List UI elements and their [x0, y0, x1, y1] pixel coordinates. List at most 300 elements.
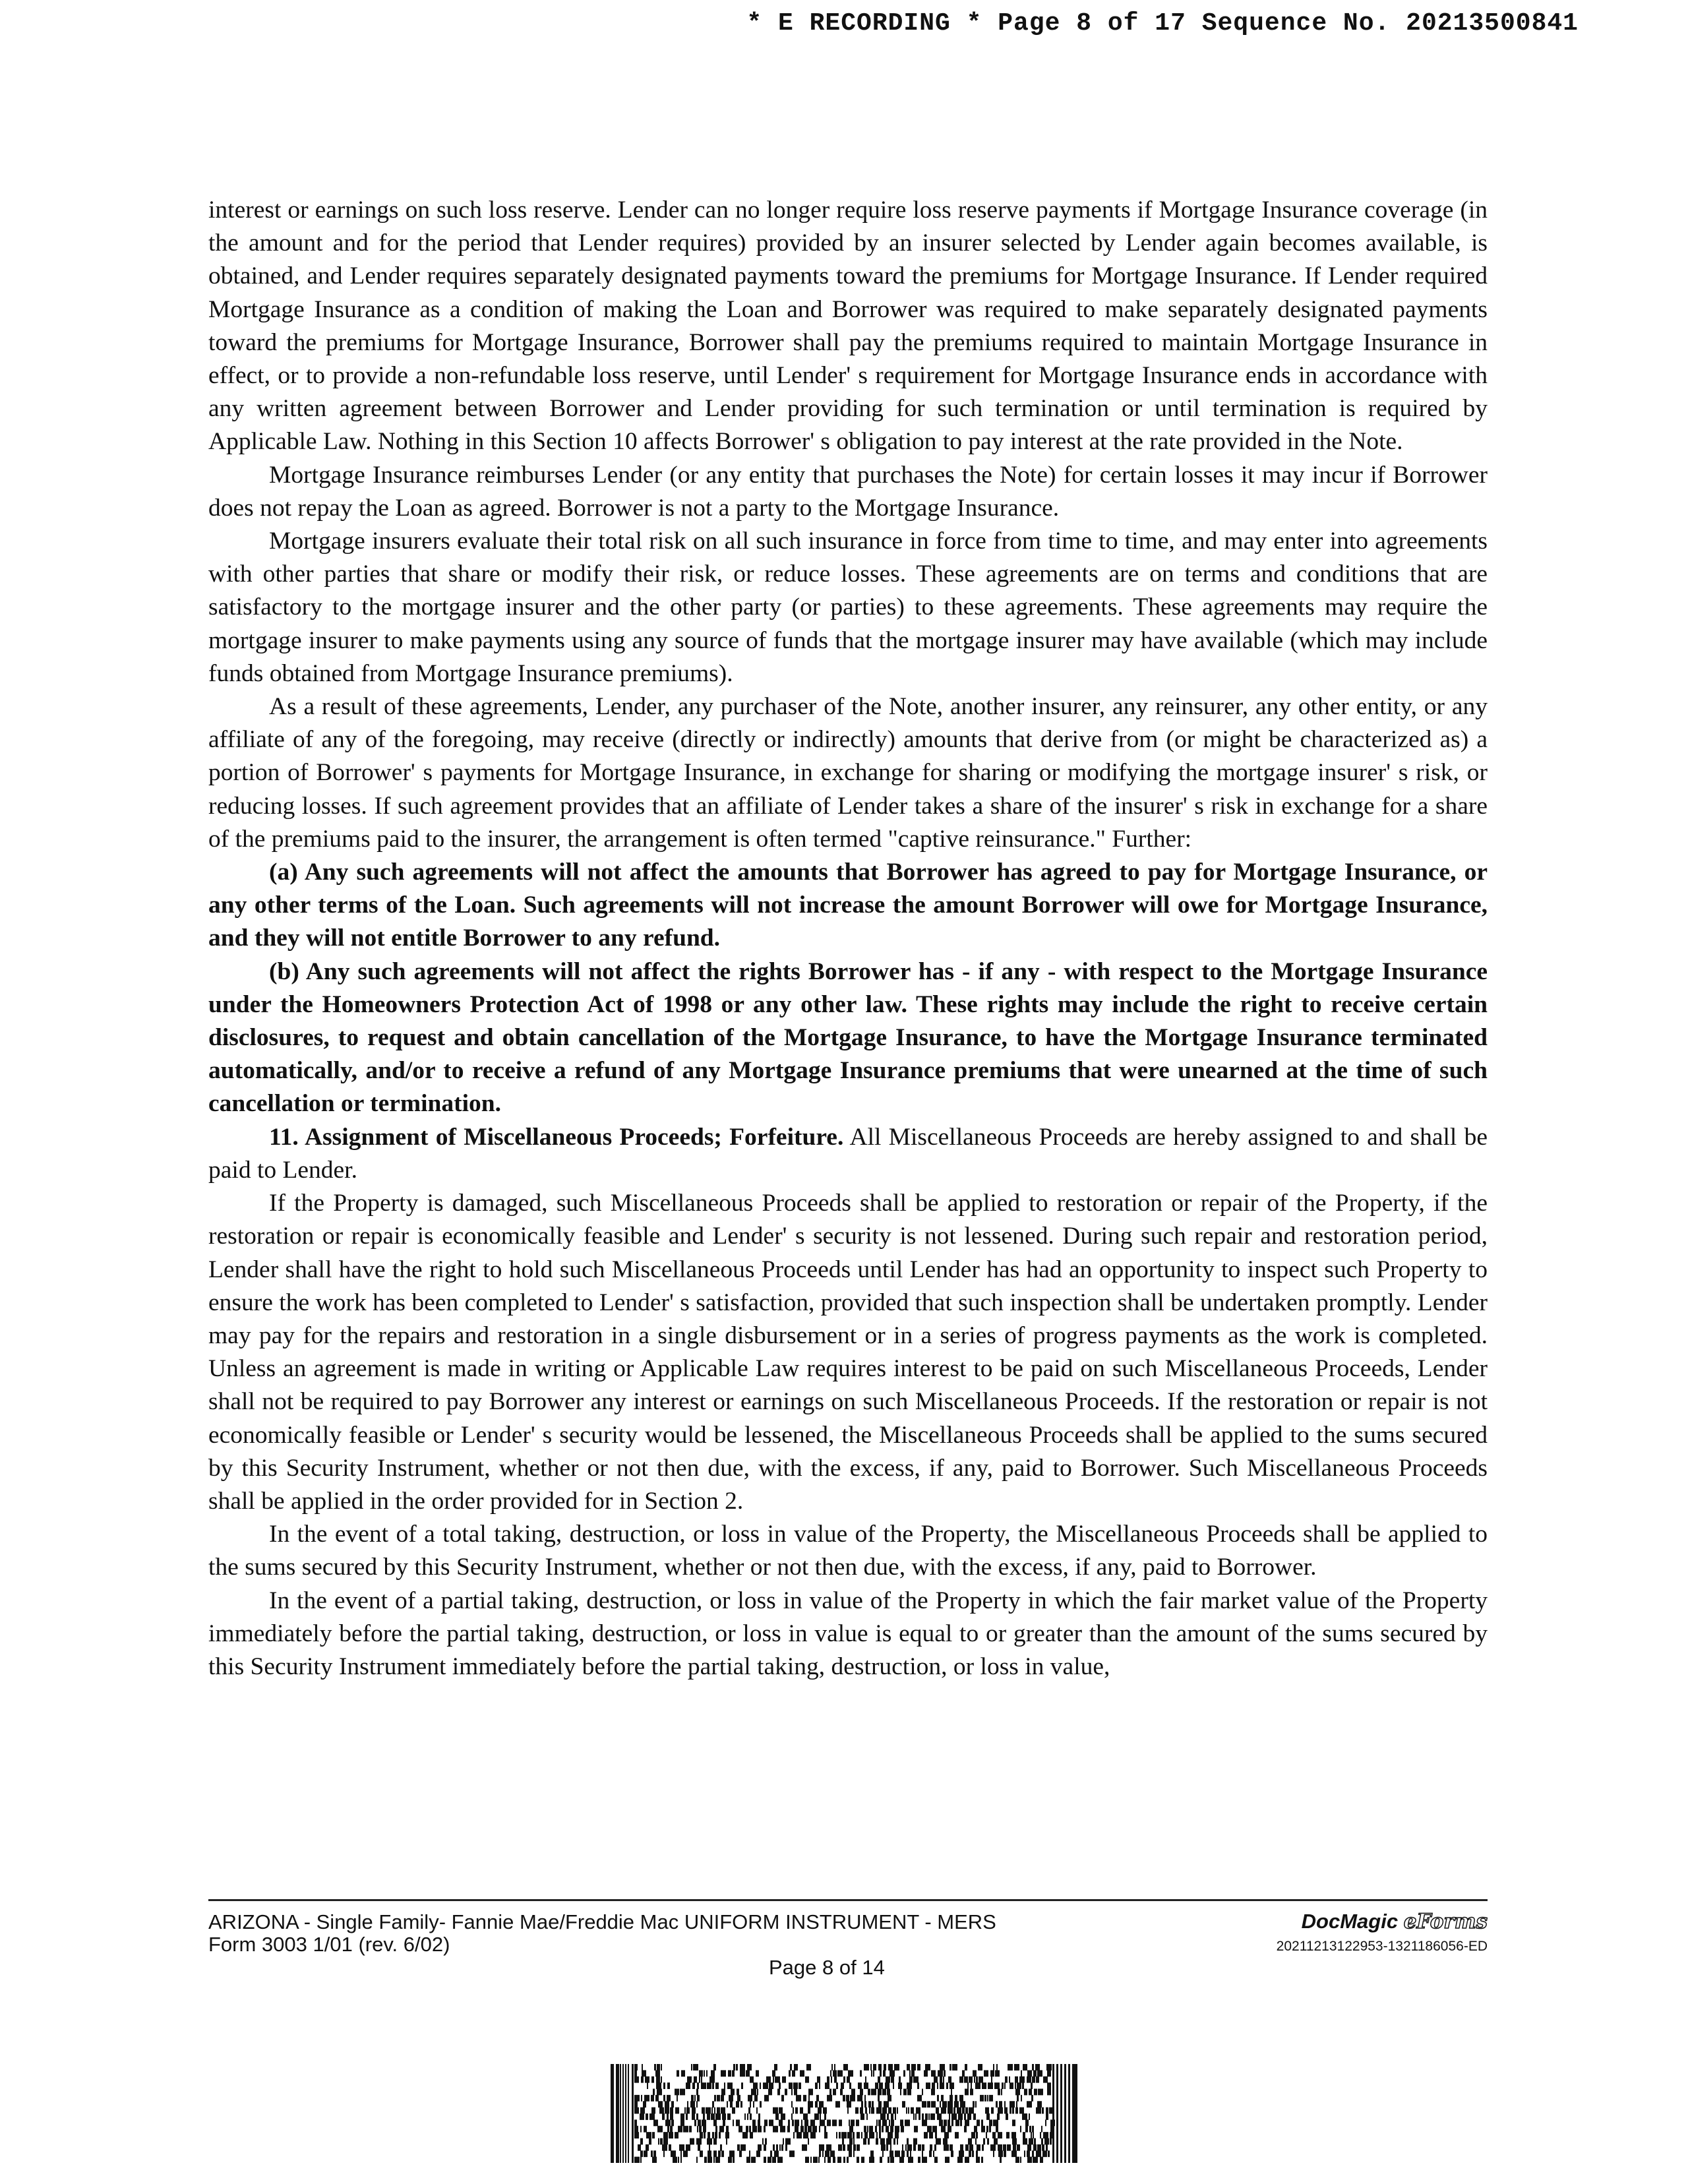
barcode-module — [1033, 2132, 1034, 2138]
barcode-module — [849, 2126, 853, 2133]
barcode-module — [1047, 2089, 1051, 2096]
barcode-module — [808, 2095, 810, 2102]
barcode-module — [925, 2064, 930, 2071]
barcode-module — [779, 2144, 781, 2151]
barcode-module — [907, 2144, 912, 2151]
barcode-module — [795, 2119, 799, 2126]
barcode-module — [737, 2144, 740, 2151]
barcode-module — [1032, 2126, 1034, 2133]
barcode-module — [911, 2064, 916, 2071]
barcode-module — [788, 2119, 790, 2126]
barcode-module — [907, 2082, 912, 2089]
barcode-module — [827, 2095, 832, 2102]
barcode-module — [805, 2077, 809, 2083]
barcode-module — [825, 2150, 829, 2157]
barcode-module — [655, 2070, 660, 2077]
barcode-module — [694, 2119, 696, 2126]
barcode-module — [992, 2132, 996, 2138]
barcode-module — [634, 2095, 640, 2102]
barcode-module — [704, 2070, 705, 2077]
barcode-module — [899, 2077, 901, 2083]
barcode-module — [773, 2077, 774, 2083]
barcode-module — [909, 2070, 911, 2077]
barcode-module — [891, 2119, 894, 2126]
barcode-module — [960, 2119, 962, 2126]
barcode-module — [881, 2144, 886, 2151]
barcode-module — [839, 2132, 841, 2138]
barcode-module — [804, 2119, 808, 2126]
barcode-module — [827, 2119, 831, 2126]
barcode-module — [860, 2070, 862, 2077]
barcode-module — [1037, 2101, 1042, 2108]
barcode-module — [813, 2157, 818, 2163]
barcode-module — [779, 2108, 783, 2114]
barcode-module — [884, 2064, 886, 2071]
barcode-module — [819, 2101, 824, 2108]
barcode-module — [733, 2064, 735, 2071]
barcode-module — [801, 2119, 802, 2126]
barcode-module — [939, 2119, 943, 2126]
barcode-module — [824, 2113, 826, 2120]
barcode-module — [697, 2082, 699, 2089]
barcode-module — [849, 2138, 853, 2145]
barcode-module — [777, 2157, 783, 2163]
barcode-module — [692, 2082, 695, 2089]
barcode-module — [768, 2157, 771, 2163]
barcode-module — [944, 2132, 949, 2138]
barcode-module — [907, 2138, 909, 2145]
barcode-module — [1033, 2157, 1038, 2163]
barcode-module — [785, 2138, 791, 2145]
barcode-module — [763, 2082, 768, 2089]
barcode-module — [819, 2144, 824, 2151]
barcode-module — [981, 2119, 983, 2126]
barcode-module — [895, 2126, 899, 2133]
barcode-module — [849, 2150, 852, 2157]
barcode-module — [692, 2108, 696, 2114]
barcode-module — [803, 2095, 806, 2102]
barcode-module — [903, 2070, 905, 2077]
barcode-module — [795, 2108, 798, 2114]
barcode-module — [942, 2101, 947, 2108]
barcode-module — [634, 2064, 638, 2071]
barcode-module — [696, 2138, 702, 2145]
barcode-module — [915, 2113, 917, 2120]
barcode-module — [876, 2108, 882, 2114]
barcode-module — [965, 2144, 969, 2151]
barcode-module — [752, 2126, 757, 2133]
barcode-module — [679, 2144, 684, 2151]
barcode-module — [1015, 2077, 1018, 2083]
barcode-module — [900, 2089, 901, 2096]
barcode-module — [815, 2101, 818, 2108]
barcode-module — [1023, 2064, 1027, 2071]
barcode-module — [857, 2157, 859, 2163]
barcode-module — [888, 2157, 889, 2163]
barcode-module — [751, 2089, 756, 2096]
barcode-module — [720, 2144, 722, 2151]
barcode-module — [793, 2132, 795, 2138]
barcode-module — [709, 2077, 715, 2083]
barcode-module — [711, 2070, 715, 2077]
barcode-module — [751, 2157, 756, 2163]
barcode-module — [793, 2082, 798, 2089]
barcode-module — [1017, 2095, 1019, 2102]
barcode-module — [839, 2119, 842, 2126]
barcode-module — [976, 2132, 978, 2138]
barcode-module — [841, 2082, 844, 2089]
barcode-module — [753, 2101, 754, 2108]
barcode-module — [878, 2095, 880, 2102]
barcode-module — [764, 2126, 766, 2133]
barcode-module — [760, 2101, 762, 2108]
barcode-module — [834, 2077, 837, 2083]
barcode-module — [658, 2101, 663, 2108]
barcode-module — [663, 2150, 665, 2157]
barcode-module — [965, 2119, 969, 2126]
barcode-module — [656, 2077, 660, 2083]
barcode-module — [941, 2108, 946, 2114]
barcode-module — [712, 2082, 714, 2089]
footer-form-title: ARIZONA - Single Family- Fannie Mae/Freddie Mac UNIFORM INSTRUMENT - MERS — [208, 1910, 996, 1933]
barcode-module — [1040, 2132, 1041, 2138]
barcode-module — [922, 2157, 927, 2163]
barcode-module — [1027, 2101, 1032, 2108]
paragraph-agreements: As a result of these agreements, Lender, any purchaser of the Note, another insurer, any reinsurer, any other entity, or any affiliate of any of the foregoing, may receive (directly or indirectly) amounts that derive from (or might be characterized as) a portion of Borrower' s payments for Mortgage Insurance, in exchange for sharing or modifying the mortgage insurer' s risk, or reducing losses. If such agreement provides that an affiliate of Lender takes a share of the insurer' s risk in exchange for a share of the premiums paid to the insurer, the arrangement is often termed "captive reinsurance." Further: — [208, 693, 1488, 853]
barcode-module — [958, 2113, 963, 2120]
barcode-module — [876, 2138, 878, 2145]
barcode-module — [736, 2064, 738, 2071]
barcode-module — [726, 2138, 727, 2145]
barcode-module — [833, 2070, 837, 2077]
barcode-module — [994, 2138, 998, 2145]
barcode-module — [843, 2077, 845, 2083]
barcode-module — [1024, 2089, 1027, 2096]
barcode-module — [955, 2119, 959, 2126]
barcode-module — [955, 2132, 959, 2138]
barcode-module — [697, 2126, 698, 2133]
barcode-module — [689, 2126, 692, 2133]
barcode-module — [701, 2082, 706, 2089]
barcode-module — [935, 2132, 937, 2138]
barcode-module — [768, 2089, 772, 2096]
barcode-module — [1017, 2082, 1021, 2089]
barcode-module — [1029, 2089, 1032, 2096]
barcode-module — [721, 2089, 725, 2096]
barcode-module — [651, 2150, 653, 2157]
barcode-module — [634, 2070, 637, 2077]
barcode-module — [762, 2138, 764, 2145]
barcode-module — [665, 2119, 671, 2126]
barcode-module — [891, 2077, 894, 2083]
barcode-module — [746, 2126, 748, 2133]
barcode-module — [752, 2119, 756, 2126]
barcode-module — [969, 2144, 973, 2151]
barcode-module — [774, 2150, 779, 2157]
barcode-module — [907, 2150, 909, 2157]
barcode-module — [835, 2101, 840, 2108]
section-11-text: All Miscellaneous Proceeds are hereby assigned to and shall be paid to Lender. — [208, 1123, 1488, 1184]
barcode-module — [1014, 2064, 1019, 2071]
barcode-module — [662, 2144, 667, 2151]
barcode-module — [971, 2132, 975, 2138]
barcode-module — [760, 2082, 761, 2089]
barcode-module — [781, 2144, 783, 2151]
barcode-module — [634, 2108, 639, 2114]
barcode-module — [1050, 2138, 1052, 2145]
barcode-module — [982, 2082, 986, 2089]
barcode-module — [918, 2144, 921, 2151]
barcode-module — [871, 2108, 874, 2114]
barcode-module — [897, 2108, 898, 2114]
barcode-module — [659, 2108, 664, 2114]
barcode-module — [889, 2119, 890, 2126]
barcode-module — [765, 2138, 767, 2145]
barcode-module — [873, 2064, 876, 2071]
barcode-module — [1011, 2132, 1016, 2138]
barcode-module — [1035, 2064, 1040, 2071]
barcode-module — [711, 2108, 713, 2114]
barcode-module — [642, 2064, 643, 2071]
barcode-module — [665, 2101, 669, 2108]
barcode-module — [750, 2101, 751, 2108]
barcode-module — [721, 2150, 724, 2157]
barcode-module — [640, 2157, 642, 2163]
barcode-module — [641, 2077, 644, 2083]
barcode-module — [806, 2064, 811, 2071]
barcode-module — [671, 2119, 674, 2126]
barcode-module — [861, 2157, 864, 2163]
barcode-module — [998, 2089, 1000, 2096]
barcode-module — [991, 2077, 992, 2083]
barcode-module — [830, 2070, 831, 2077]
barcode-module — [1020, 2157, 1021, 2163]
barcode-module — [651, 2108, 655, 2114]
barcode-module — [930, 2144, 932, 2151]
barcode-module — [930, 2113, 935, 2120]
barcode-module — [828, 2157, 831, 2163]
barcode-module — [800, 2108, 803, 2114]
barcode-module — [1005, 2077, 1008, 2083]
barcode-module — [853, 2144, 856, 2151]
barcode-module — [893, 2138, 895, 2145]
barcode-module — [677, 2095, 678, 2102]
barcode-module — [714, 2108, 715, 2114]
barcode-module — [758, 2113, 760, 2120]
barcode-module — [671, 2101, 674, 2108]
paragraph-property-damaged: If the Property is damaged, such Miscellaneous Proceeds shall be applied to restoration or repair of the Property, if the restoration or repair is economically feasible and Lender' s security is not lessened. During such repair and restoration period, Lender shall have the right to hold such Miscellaneous Proceeds until Lender has had an opportunity to inspect such Property to ensure the work has been completed to Lender' s satisfaction, provided that such inspection shall be undertaken promptly. Lender may pay for the repairs and restoration in a single disbursement or in a series of progress payments as the work is completed. Unless an agreement is made in writing or Applicable Law requires interest to be paid on such Miscellaneous Proceeds, Lender shall not be required to pay Borrower any interest or earnings on such Miscellaneous Proceeds. If the restoration or repair is not economically feasible or Lender' s security would be lessened, the Miscellaneous Proceeds shall be applied to the sums secured by this Security Instrument, whether or not then due, with the excess, if any, paid to Borrower. Such Miscellaneous Proceeds shall be applied in the order provided for in Section 2. — [208, 1190, 1488, 1515]
barcode-module — [879, 2132, 881, 2138]
barcode-module — [699, 2077, 700, 2083]
barcode-module — [902, 2101, 905, 2108]
barcode-module — [986, 2113, 990, 2120]
barcode-module — [1031, 2095, 1033, 2102]
barcode-module — [773, 2108, 778, 2114]
barcode-module — [883, 2070, 886, 2077]
barcode-module — [644, 2126, 647, 2133]
barcode-module — [1020, 2126, 1021, 2133]
barcode-module — [853, 2150, 855, 2157]
barcode-module — [831, 2064, 833, 2071]
barcode-module — [938, 2070, 943, 2077]
barcode-module — [924, 2132, 928, 2138]
barcode-module — [741, 2082, 743, 2089]
footer-page-number: Page 8 of 14 — [769, 1956, 885, 1979]
barcode-module — [933, 2150, 934, 2157]
barcode-module — [1046, 2108, 1048, 2114]
barcode-module — [1040, 2157, 1043, 2163]
barcode-module — [841, 2132, 847, 2138]
barcode-module — [647, 2082, 648, 2089]
barcode-module — [731, 2089, 735, 2096]
barcode-module — [744, 2113, 746, 2120]
barcode-module — [922, 2119, 927, 2126]
barcode-module — [866, 2113, 868, 2120]
barcode-module — [951, 2150, 953, 2157]
barcode-module — [693, 2064, 698, 2071]
barcode-module — [675, 2108, 679, 2114]
paragraph-mi-insurers: Mortgage insurers evaluate their total risk on all such insurance in force from time to time, and may enter into agreements with other parties that share or modify their risk, or reduce losses. These agreements are on terms and conditions that are satisfactory to the mortgage insurer and the other party (or parties) to these agreements. These agreements may require the mortgage insurer to make payments using any source of funds that the mortgage insurer may have available (which may include funds obtained from Mortgage Insurance premiums). — [208, 528, 1488, 687]
barcode-module — [857, 2095, 862, 2102]
barcode-module — [687, 2101, 688, 2108]
docmagic-logo-text: DocMagic — [1301, 1910, 1399, 1933]
barcode-module — [885, 2082, 889, 2089]
barcode-module — [667, 2126, 669, 2133]
barcode-module — [696, 2101, 698, 2108]
barcode-module — [1031, 2132, 1032, 2138]
barcode-module — [964, 2077, 968, 2083]
eforms-logo-text: eForms — [1403, 1910, 1488, 1933]
barcode-module — [974, 2077, 975, 2083]
barcode-module — [1034, 2138, 1036, 2145]
barcode-module — [847, 2132, 852, 2138]
barcode-module — [850, 2095, 855, 2102]
barcode-module — [957, 2108, 961, 2114]
barcode-module — [680, 2119, 684, 2126]
barcode-module — [901, 2126, 904, 2133]
barcode-module — [843, 2157, 845, 2163]
barcode-module — [714, 2095, 716, 2102]
barcode-module — [646, 2144, 649, 2151]
barcode-module — [808, 2089, 813, 2096]
barcode-module — [634, 2126, 638, 2133]
barcode-module — [625, 2064, 626, 2163]
barcode-module — [864, 2064, 869, 2071]
barcode-module — [1015, 2089, 1020, 2096]
barcode-module — [1037, 2070, 1042, 2077]
barcode-module — [1042, 2144, 1044, 2151]
barcode-module — [770, 2150, 772, 2157]
barcode-module — [940, 2064, 945, 2071]
barcode-module — [794, 2064, 798, 2071]
footer-form-info — [208, 1911, 996, 1956]
barcode-module — [819, 2126, 820, 2133]
barcode-module — [965, 2064, 967, 2071]
barcode-module — [922, 2101, 926, 2108]
barcode-module — [777, 2089, 780, 2096]
barcode-module — [919, 2113, 920, 2120]
barcode-module — [747, 2113, 748, 2120]
barcode-module — [911, 2070, 915, 2077]
barcode-module — [987, 2138, 989, 2145]
barcode-module — [872, 2101, 874, 2108]
barcode-module — [787, 2126, 790, 2133]
barcode-module — [934, 2144, 936, 2151]
barcode-module — [632, 2064, 634, 2163]
barcode-module — [913, 2077, 919, 2083]
barcode-module — [993, 2119, 998, 2126]
barcode-module — [847, 2101, 851, 2108]
barcode-module — [853, 2132, 855, 2138]
barcode-module — [889, 2150, 893, 2157]
barcode-module — [758, 2119, 760, 2126]
barcode-module — [950, 2144, 953, 2151]
barcode-module — [816, 2095, 819, 2102]
barcode-module — [654, 2064, 656, 2071]
barcode-module — [795, 2126, 799, 2133]
barcode-module — [959, 2150, 964, 2157]
barcode-module — [791, 2089, 793, 2096]
barcode-module — [911, 2108, 914, 2114]
barcode-module — [836, 2082, 838, 2089]
barcode-module — [737, 2089, 739, 2096]
barcode-module — [914, 2126, 918, 2133]
barcode-module — [908, 2157, 913, 2163]
barcode-module — [1032, 2077, 1035, 2083]
barcode-module — [694, 2095, 696, 2102]
barcode-module — [922, 2113, 924, 2120]
barcode-module — [746, 2070, 750, 2077]
barcode-module — [1027, 2077, 1031, 2083]
barcode-module — [886, 2144, 888, 2151]
barcode-module — [1021, 2070, 1022, 2077]
barcode-module — [797, 2132, 802, 2138]
barcode-module — [1027, 2144, 1031, 2151]
barcode-module — [651, 2077, 654, 2083]
barcode-module — [957, 2157, 963, 2163]
barcode-module — [700, 2150, 703, 2157]
barcode-module — [740, 2070, 745, 2077]
barcode-module — [748, 2095, 752, 2102]
barcode-module — [998, 2150, 1003, 2157]
barcode-module — [646, 2132, 651, 2138]
barcode-module — [847, 2077, 850, 2083]
barcode-module — [649, 2138, 651, 2145]
barcode-module — [929, 2132, 933, 2138]
recording-header: * E RECORDING * Page 8 of 17 Sequence No. 20213500841 — [746, 9, 1579, 38]
barcode-module — [1019, 2108, 1024, 2114]
barcode-module — [897, 2138, 898, 2145]
barcode-module — [655, 2095, 659, 2102]
barcode-module — [898, 2082, 902, 2089]
barcode-module — [936, 2138, 941, 2145]
barcode-module — [826, 2144, 831, 2151]
barcode-module — [909, 2077, 913, 2083]
barcode-module — [706, 2070, 708, 2077]
barcode-module — [713, 2119, 717, 2126]
barcode-module — [937, 2095, 939, 2102]
barcode-module — [747, 2064, 752, 2071]
barcode-module — [964, 2113, 966, 2120]
barcode-module — [1023, 2138, 1027, 2145]
barcode-module — [680, 2113, 684, 2120]
barcode-module — [832, 2119, 837, 2126]
barcode-module — [981, 2157, 983, 2163]
barcode-module — [717, 2095, 720, 2102]
barcode-module — [998, 2144, 1002, 2151]
barcode-module — [882, 2089, 886, 2096]
barcode-module — [1015, 2108, 1018, 2114]
